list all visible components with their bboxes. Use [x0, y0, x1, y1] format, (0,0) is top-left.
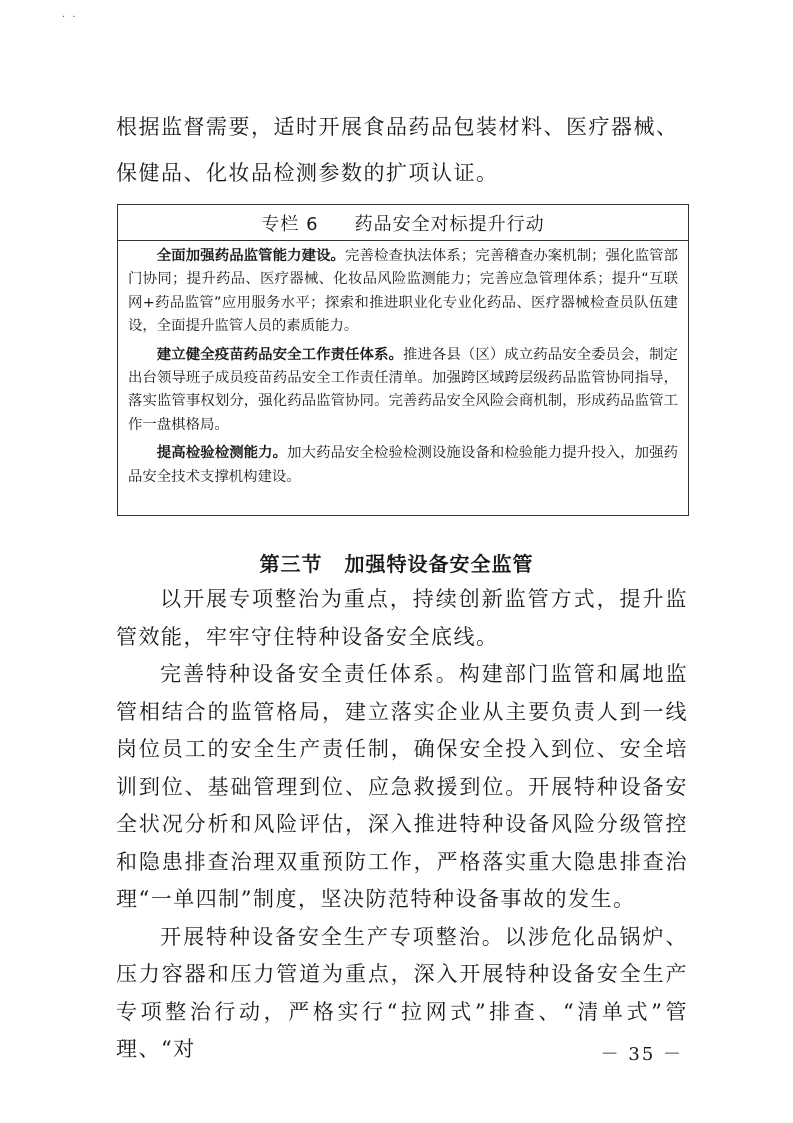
- body-paragraph: 开展特种设备安全生产专项整治。以涉危化品锅炉、压力容器和压力管道为重点，深入开展特种设备安全生产专项整治行动，严格实行“拉网式”排查、“清单式”管理、“对: [116, 924, 688, 1061]
- scan-mark: · ·: [62, 12, 78, 23]
- section-title: 加强特设备安全监管: [344, 552, 534, 576]
- box-title: [118, 205, 688, 241]
- box-item: [128, 245, 678, 339]
- box-item-text: 推进各县（区）成立药品安全委员会，制定出台领导班子成员疫苗药品安全工作责任清单。加强跨区域跨层级药品监管协同指导，落实监管事权划分，强化药品监管协同。完善药品安全风险会商机制，形成药品监管工作一盘棋格局。: [128, 346, 678, 433]
- box-body: [118, 241, 688, 489]
- box-item-text: 完善检查执法体系；完善稽查办案机制；强化监管部门协同；提升药品、医疗器械、化妆品风险监测能力；完善应急管理体系；提升“互联网+药品监管”应用服务水平；探索和推进职业化专业化药品、医疗器械检查员队伍建设，全面提升监管人员的素质能力。: [128, 248, 678, 335]
- section-number: 第三节: [259, 552, 323, 576]
- box-label: 专栏 6: [261, 213, 319, 235]
- box-item-lead: 建立健全疫苗药品安全工作责任体系。: [156, 346, 403, 363]
- box-item-text: 加大药品安全检验检测设施设备和检验能力提升投入，加强药品安全技术支撑机构建设。: [128, 445, 678, 485]
- info-box: [117, 204, 689, 516]
- box-item-lead: 提高检验检测能力。: [156, 445, 288, 462]
- box-item: [128, 442, 678, 489]
- body-paragraph: 以开展专项整治为重点，持续创新监管方式，提升监管效能，牢牢守住特种设备安全底线。: [116, 587, 688, 649]
- box-title-text: 药品安全对标提升行动: [354, 213, 545, 235]
- intro-paragraph: 根据监督需要，适时开展食品药品包装材料、医疗器械、保健品、化妆品检测参数的扩项认证。: [116, 115, 679, 185]
- body-paragraph: 完善特种设备安全责任体系。构建部门监管和属地监管相结合的监管格局，建立落实企业从主要负责人到一线岗位员工的安全生产责任制，确保安全投入到位、安全培训到位、基础管理到位、应急救援到位。开展特种设备安全状况分析和风险评估，深入推进特种设备风险分级管控和隐患排查治理双重预防工作，严格落实重大隐患排查治理“一单四制”制度，坚决防范特种设备事故的发生。: [116, 662, 688, 911]
- box-item: [128, 344, 678, 438]
- section-heading: [0, 548, 793, 577]
- box-item-lead: 全面加强药品监管能力建设。: [156, 248, 346, 264]
- section-body: [116, 581, 688, 1069]
- page-number: － 35 －: [600, 1044, 683, 1065]
